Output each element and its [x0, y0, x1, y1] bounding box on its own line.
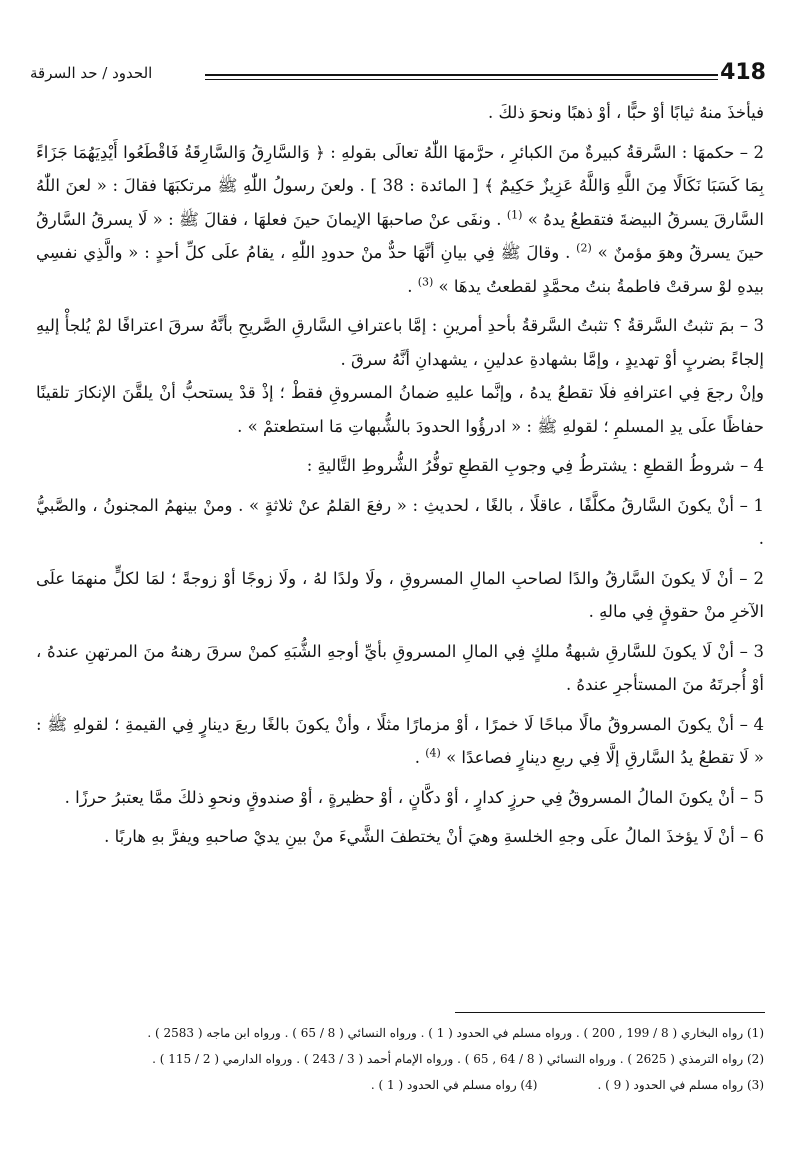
footnote-ref-4[interactable]: (4): [425, 746, 441, 760]
paragraph-retraction: وإنْ رجعَ فِي اعترافهِ فلَا تقطعُ يدهُ ، وإنَّما عليهِ ضمانُ المسروقِ فقطْ ؛ إذْ قدْ يستحبُّ أنْ يلقَّنَ الإنكارَ تلقينًا حفاظًا علَى يدِ المسلمِ ؛ لقولهِ ﷺ : « ادرؤُوا الحدودَ بالشُّبهاتِ مَا استطعتمْ » .: [36, 383, 764, 436]
ruling-text-3: . وقالَ ﷺ فِي بيانِ أنَّهَا حدٌّ منْ حدودِ اللّٰهِ ، يقامُ علَى كلِّ أحدٍ : « والَّذِي نفسِي بيدهِ لوْ سرقتْ فاطمةُ بنتُ محمَّدٍ لقطعتُ يدهَا »: [36, 243, 764, 296]
footnote-ref-3[interactable]: (3): [417, 275, 434, 288]
footnote-3: (3) رواه مسلم في الحدود ( 9 ) .: [597, 1078, 764, 1092]
footnote-1: (1) رواه البخاري ( 8 / 199 , 200 ) . ورواه مسلم في الحدود ( 1 ) . ورواه النسائي ( 8 / 65 ) . ورواه ابن ماجه ( 2583 ) .: [147, 1026, 764, 1040]
paragraph-conditions-heading: 4 – شروطُ القطعِ : يشترطُ فِي وجوبِ القطعِ توفُّرُ الشُّروطِ التَّاليةِ :: [306, 456, 764, 475]
footnote-separator: [455, 1012, 765, 1013]
paragraph-intro: فيأخذَ منهُ ثيابًا أوْ حبًّا ، أوْ ذهبًا ونحوَ ذلكَ .: [487, 103, 764, 122]
page-header: [30, 58, 780, 92]
footnote-2: (2) رواه الترمذي ( 2625 ) . ورواه النسائي ( 8 / 64 , 65 ) . ورواه الإمام أحمد ( 3 / 243 ) . ورواه الدارمي ( 2 / 115 ) .: [152, 1052, 764, 1066]
condition-4-text: 4 – أنْ يكونَ المسروقُ مالًا مباحًا لَا خمرًا ، أوْ مزمارًا مثلًا ، وأنْ يكونَ بالغًا ربعَ دينارٍ فِي القيمةِ ؛ لقولهِ ﷺ : « لَا تقطعُ يدُ السَّارقِ إلَّا فِي ربعِ دينارٍ فصاعدًا »: [36, 714, 764, 767]
ruling-text-4: .: [407, 276, 413, 296]
footnote-row-3-4: [36, 1072, 764, 1098]
footnote-4: (4) رواه مسلم في الحدود ( 1 ) .: [370, 1078, 538, 1092]
ruling-text: 2 – حكمهَا : السَّرقةُ كبيرةٌ منَ الكبائرِ ، حرَّمهَا اللّٰهُ تعالَى بقولهِ : ﴿ وَالسَّارِقُ وَالسَّارِقَةُ فَاقْطَعُوا أَيْدِيَهُمَا جَزَاءً بِمَا كَسَبَا نَكَالًا مِنَ اللَّهِ وَاللَّهُ عَزِيزٌ حَكِيمٌ ﴾ [ المائدة : 38 ] . ولعنَ رسولُ اللّٰهِ ﷺ مرتكبَهَا فقالَ : « لعنَ اللّٰهُ السَّارقَ يسرقُ البيضةَ فتقطعُ يدهُ »: [36, 142, 764, 229]
condition-2: 2 – أنْ لَا يكونَ السَّارقُ والدًا لصاحبِ المالِ المسروقِ ، ولَا ولدًا لهُ ، ولَا زوجًا أوْ زوجةً ؛ لمَا لكلٍّ منهمَا علَى الآخرِ منْ حقوقٍ فِي مالهِ .: [36, 568, 764, 621]
footnote-ref-2[interactable]: (2): [576, 241, 592, 255]
condition-3: 3 – أنْ لَا يكونَ للسَّارقِ شبهةُ ملكٍ فِي المالِ المسروقِ بأيِّ أوجهِ الشُّبَهِ كمنْ سرقَ رهنهُ منَ المرتهنِ عندهُ ، أوْ أُجرتَهُ منَ المستأجرِ عندهُ .: [36, 641, 764, 694]
condition-1: 1 – أنْ يكونَ السَّارقُ مكلَّفًا ، عاقلًا ، بالغًا ، لحديثِ : « رفعَ القلمُ عنْ ثلاثةٍ » . ومنْ بينهمُ المجنونُ ، والصَّبيُّ .: [36, 495, 764, 548]
condition-5: 5 – أنْ يكونَ المالُ المسروقُ فِي حرزٍ كدارٍ ، أوْ دكَّانٍ ، أوْ حظيرةٍ ، أوْ صندوقٍ ونحوِ ذلكَ ممَّا يعتبرُ حرزًا .: [64, 787, 764, 807]
paragraph-proof: 3 – بمَ تثبتُ السَّرقةُ ؟ تثبتُ السَّرقةُ بأحدِ أمرينِ : إمَّا باعترافِ السَّارقِ الصَّريحِ بأنَّهُ سرقَ اعترافًا لمْ يُلجأْ إليهِ إلجاءً بضربٍ أوْ تهديدٍ ، وإمَّا بشهادةِ عدلينِ ، يشهدانِ أنَّهُ سرقَ .: [36, 316, 764, 369]
condition-4: [36, 708, 764, 775]
paragraph-ruling: [36, 136, 764, 304]
footnote-ref-1[interactable]: (1): [506, 208, 523, 221]
condition-4-text-2: .: [414, 748, 420, 767]
main-text: [36, 96, 764, 854]
header-rule: [205, 74, 718, 80]
condition-6: 6 – أنْ لَا يؤخذَ المالُ علَى وجهِ الخلسةِ وهيَ أنْ يختطفَ الشَّيءَ منْ بينِ يديْ صاحبهِ ويفرَّ بهِ هاربًا .: [104, 827, 764, 846]
footnotes: [36, 1020, 764, 1098]
running-title: الحدود / حد السرقة: [30, 64, 153, 82]
ruling-text-2: . ونفَى عنْ صاحبهَا الإيمانَ حينَ فعلهَا ، فقالَ ﷺ : « لَا يسرقُ السَّارقُ حينَ يسرقُ وهوَ مؤمنٌ »: [36, 209, 764, 262]
page-number: 418: [720, 60, 766, 85]
